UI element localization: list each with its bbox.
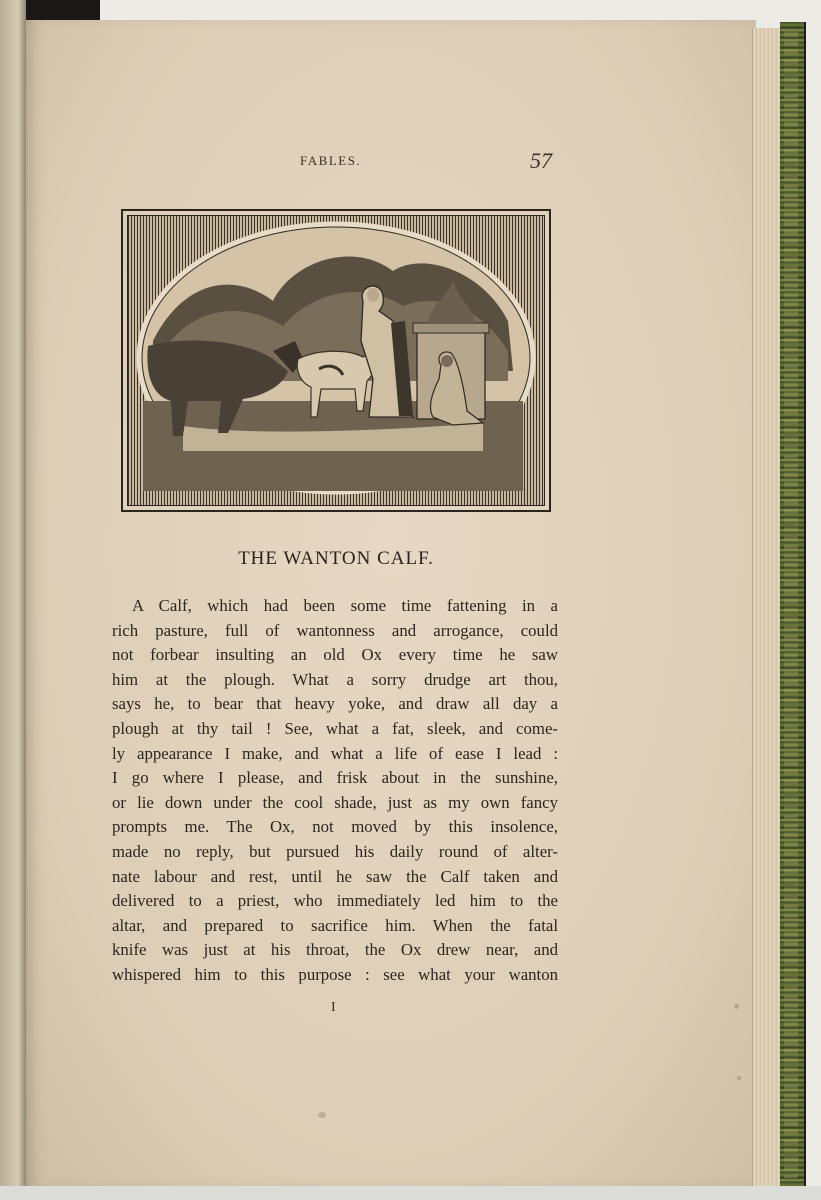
illustration-scene bbox=[123, 211, 549, 510]
book-top-strip bbox=[26, 0, 100, 22]
body-line: ly appearance I make, and what a life of ease I lead : bbox=[112, 743, 558, 763]
page-fore-edge bbox=[752, 28, 781, 1186]
paper-foxing-spot bbox=[734, 1004, 739, 1009]
page-number: 57 bbox=[530, 148, 552, 173]
body-line: rich pasture, full of wantonness and arrogance, could bbox=[112, 620, 558, 640]
body-line: not forbear insulting an old Ox every time he saw bbox=[112, 645, 558, 665]
body-line: whispered him to this purpose : see what your wanton bbox=[112, 964, 558, 984]
paper-foxing-spot bbox=[737, 1076, 741, 1080]
body-line: nate labour and rest, until he saw the Calf taken and bbox=[112, 866, 558, 886]
body-line: delivered to a priest, who immediately led him to the bbox=[112, 891, 558, 911]
body-line: made no reply, but pursued his daily round of alter- bbox=[112, 841, 558, 861]
scan-bottom-strip bbox=[0, 1186, 821, 1200]
body-line: plough at thy tail ! See, what a fat, sleek, and come- bbox=[112, 718, 558, 738]
body-line: him at the plough. What a sorry drudge art thou, bbox=[112, 669, 558, 689]
body-line: I go where I please, and frisk about in the sunshine, bbox=[112, 768, 558, 788]
body-line: or lie down under the cool shade, just as my own fancy bbox=[112, 792, 558, 812]
running-head: FABLES. bbox=[300, 153, 362, 168]
body-line: knife was just at his throat, the Ox drew near, and bbox=[112, 940, 558, 960]
left-page-edge bbox=[0, 0, 26, 1200]
body-line: says he, to bear that heavy yoke, and draw all day a bbox=[112, 694, 558, 714]
paper-foxing-spot bbox=[318, 1112, 326, 1118]
body-line: A Calf, which had been some time fattening in a bbox=[132, 596, 558, 615]
binding-gilt-pattern bbox=[784, 30, 798, 1178]
fable-body bbox=[112, 594, 558, 988]
body-line: altar, and prepared to sacrifice him. When the fatal bbox=[112, 915, 558, 935]
fable-title: THE WANTON CALF. bbox=[238, 548, 434, 569]
woodcut-illustration-icon bbox=[121, 209, 551, 512]
signature-mark: I bbox=[331, 1000, 336, 1015]
body-line: prompts me. The Ox, not moved by this insolence, bbox=[112, 817, 558, 837]
